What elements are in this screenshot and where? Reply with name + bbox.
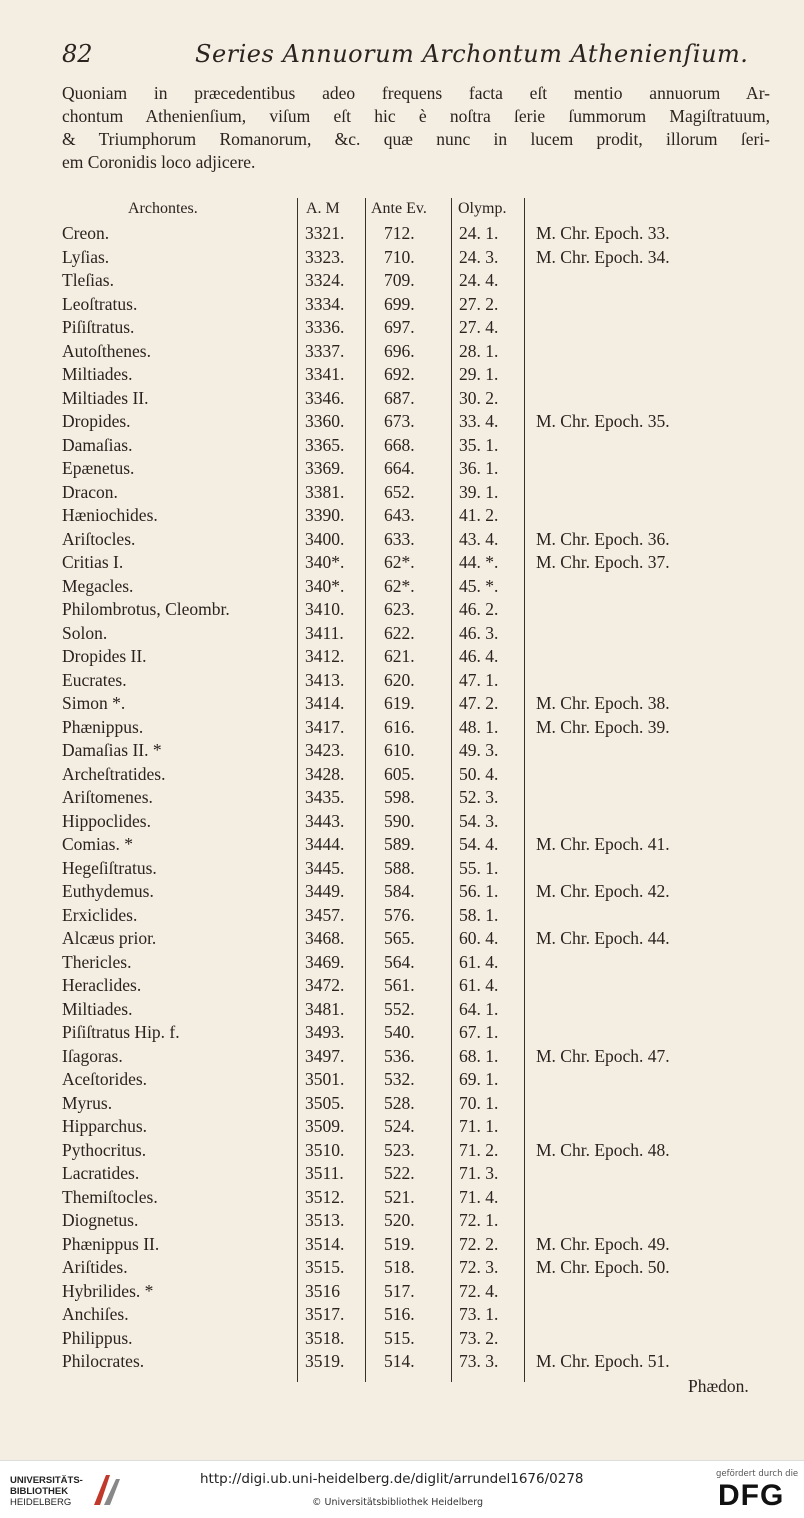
table-row (0, 246, 804, 270)
ante-ev: 523. (384, 1139, 415, 1160)
epoch-note: M. Chr. Epoch. 41. (536, 834, 670, 854)
ante-ev: 589. (384, 834, 415, 854)
table-row (0, 340, 804, 364)
table-row (0, 974, 804, 998)
ante-ev: 561. (384, 975, 415, 995)
olympiad: 54. 4. (459, 834, 499, 854)
archon-name: Phænippus. (62, 716, 144, 737)
olympiad: 36. 1. (459, 458, 499, 478)
anno-mundi: 3413. (305, 669, 345, 690)
table-row (0, 528, 804, 552)
ante-ev: 610. (384, 740, 415, 760)
table-row (0, 645, 804, 669)
running-title: Series Annuorum Archontum Athenienſium. (195, 40, 749, 68)
anno-mundi: 3509. (305, 1116, 345, 1136)
olympiad: 33. 4. (459, 411, 499, 431)
archon-name: Ariſtocles. (62, 528, 136, 549)
intro-line: Quoniam in præcedentibus adeo frequens facta eſt mentio annuorum Ar- (62, 83, 770, 103)
archon-name: Hæniochides. (62, 505, 158, 525)
table-row (0, 1092, 804, 1116)
table-row (0, 1115, 804, 1139)
olympiad: 68. 1. (459, 1045, 499, 1066)
anno-mundi: 3360. (305, 411, 345, 431)
archon-name: Ariſtides. (62, 1257, 128, 1277)
epoch-note: M. Chr. Epoch. 35. (536, 411, 670, 431)
archon-name: Solon. (62, 622, 108, 643)
archon-name: Dracon. (62, 481, 118, 502)
table-row (0, 1327, 804, 1351)
ante-ev: 673. (384, 411, 415, 431)
table-row (0, 481, 804, 505)
archon-name: Dropides II. (62, 646, 147, 666)
olympiad: 55. 1. (459, 857, 499, 878)
epoch-note: M. Chr. Epoch. 39. (536, 716, 670, 737)
archon-name: Hybrilides. * (62, 1280, 154, 1301)
archon-name: Lacratides. (62, 1163, 140, 1183)
olympiad: 71. 3. (459, 1163, 499, 1183)
column-header-olymp: Olymp. (458, 200, 507, 217)
anno-mundi: 3481. (305, 998, 345, 1019)
page-number: 82 (62, 40, 93, 68)
anno-mundi: 3514. (305, 1233, 345, 1254)
anno-mundi: 3443. (305, 810, 345, 831)
table-row (0, 1021, 804, 1045)
library-emblem-icon (90, 1471, 124, 1509)
anno-mundi: 3444. (305, 834, 345, 854)
anno-mundi: 3324. (305, 270, 345, 290)
column-header-ante-ev: Ante Ev. (371, 200, 427, 217)
olympiad: 27. 2. (459, 293, 499, 314)
table-row (0, 457, 804, 481)
ante-ev: 517. (384, 1280, 415, 1301)
anno-mundi: 3445. (305, 857, 345, 878)
ante-ev: 696. (384, 340, 415, 361)
table-row (0, 880, 804, 904)
ante-ev: 514. (384, 1351, 415, 1371)
archon-name: Anchiſes. (62, 1304, 129, 1324)
ante-ev: 623. (384, 599, 415, 619)
table-row (0, 833, 804, 857)
ante-ev: 565. (384, 928, 415, 948)
ante-ev: 712. (384, 223, 415, 243)
table-row (0, 927, 804, 951)
epoch-note: M. Chr. Epoch. 34. (536, 246, 670, 267)
olympiad: 47. 2. (459, 693, 499, 713)
ante-ev: 524. (384, 1116, 415, 1136)
archon-name: Piſiſtratus Hip. f. (62, 1022, 180, 1042)
library-name-line: HEIDELBERG (10, 1497, 72, 1508)
footer-bar (0, 1460, 804, 1518)
ante-ev: 520. (384, 1210, 415, 1230)
table-row (0, 363, 804, 387)
archon-name: Philombrotus, Cleombr. (62, 599, 230, 619)
table-row (0, 716, 804, 740)
archon-name: Philocrates. (62, 1351, 145, 1371)
table-row (0, 1350, 804, 1374)
ante-ev: 564. (384, 951, 415, 972)
archon-name: Heraclides. (62, 975, 142, 995)
anno-mundi: 3516 (305, 1280, 340, 1301)
archon-name: Philippus. (62, 1327, 133, 1348)
anno-mundi: 3457. (305, 904, 345, 925)
olympiad: 30. 2. (459, 387, 499, 408)
ante-ev: 521. (384, 1186, 415, 1207)
archon-name: Archeſtratides. (62, 763, 166, 784)
archon-name: Iſagoras. (62, 1045, 123, 1066)
anno-mundi: 3511. (305, 1163, 344, 1183)
olympiad: 72. 2. (459, 1233, 499, 1254)
archon-name: Phænippus II. (62, 1233, 160, 1254)
ante-ev: 643. (384, 505, 415, 525)
ante-ev: 664. (384, 458, 415, 478)
ante-ev: 516. (384, 1304, 415, 1324)
olympiad: 72. 1. (459, 1210, 499, 1230)
anno-mundi: 3334. (305, 293, 345, 314)
archon-name: Diognetus. (62, 1210, 139, 1230)
ante-ev: 616. (384, 716, 415, 737)
archon-name: Alcæus prior. (62, 928, 157, 948)
ante-ev: 522. (384, 1163, 415, 1183)
ante-ev: 528. (384, 1092, 415, 1113)
table-row (0, 316, 804, 340)
intro-paragraph (62, 82, 770, 174)
ante-ev: 532. (384, 1069, 415, 1089)
table-row (0, 786, 804, 810)
archon-name: Miltiades. (62, 364, 133, 384)
archon-name: Megacles. (62, 575, 134, 596)
anno-mundi: 3497. (305, 1045, 345, 1066)
archon-name: Leoſtratus. (62, 293, 138, 314)
archon-name: Hegeſiſtratus. (62, 857, 157, 878)
archon-name: Thericles. (62, 951, 132, 972)
table-row (0, 269, 804, 293)
ante-ev: 519. (384, 1233, 415, 1254)
ante-ev: 518. (384, 1257, 415, 1277)
olympiad: 48. 1. (459, 716, 499, 737)
archon-table (0, 222, 804, 1374)
anno-mundi: 3468. (305, 928, 345, 948)
olympiad: 35. 1. (459, 434, 499, 455)
table-row (0, 598, 804, 622)
table-row (0, 1303, 804, 1327)
archon-name: Damaſias. (62, 434, 133, 455)
olympiad: 73. 1. (459, 1304, 499, 1324)
olympiad: 54. 3. (459, 810, 499, 831)
anno-mundi: 3515. (305, 1257, 345, 1277)
library-name-line: UNIVERSITÄTS- (10, 1475, 83, 1486)
ante-ev: 687. (384, 387, 415, 408)
table-row (0, 504, 804, 528)
ante-ev: 710. (384, 246, 415, 267)
archon-name: Comias. * (62, 834, 133, 854)
anno-mundi: 3417. (305, 716, 345, 737)
anno-mundi: 3341. (305, 364, 345, 384)
anno-mundi: 3390. (305, 505, 345, 525)
anno-mundi: 3435. (305, 787, 345, 807)
anno-mundi: 3469. (305, 951, 345, 972)
table-row (0, 551, 804, 575)
ante-ev: 536. (384, 1045, 415, 1066)
archon-name: Creon. (62, 223, 110, 243)
ante-ev: 709. (384, 270, 415, 290)
table-row (0, 998, 804, 1022)
library-logo (10, 1469, 150, 1511)
archon-name: Pythocritus. (62, 1139, 147, 1160)
ante-ev: 552. (384, 998, 415, 1019)
olympiad: 39. 1. (459, 481, 499, 502)
epoch-note: M. Chr. Epoch. 42. (536, 881, 670, 901)
table-row (0, 434, 804, 458)
ante-ev: 62*. (384, 575, 415, 596)
archon-name: Aceſtorides. (62, 1069, 148, 1089)
anno-mundi: 3512. (305, 1186, 345, 1207)
olympiad: 45. *. (459, 575, 499, 596)
ante-ev: 590. (384, 810, 415, 831)
anno-mundi: 3449. (305, 881, 345, 901)
ante-ev: 515. (384, 1327, 415, 1348)
anno-mundi: 3505. (305, 1092, 345, 1113)
ante-ev: 576. (384, 904, 415, 925)
table-row (0, 1068, 804, 1092)
table-row (0, 410, 804, 434)
olympiad: 41. 2. (459, 505, 499, 525)
epoch-note: M. Chr. Epoch. 51. (536, 1351, 670, 1371)
epoch-note: M. Chr. Epoch. 38. (536, 693, 670, 713)
archon-name: Dropides. (62, 411, 131, 431)
intro-line: chontum Athenienſium, viſum eſt hic è noſtra ſerie ſummorum Magiſtratuum, (62, 106, 770, 126)
olympiad: 61. 4. (459, 951, 499, 972)
table-row (0, 1209, 804, 1233)
anno-mundi: 3519. (305, 1351, 345, 1371)
ante-ev: 605. (384, 763, 415, 784)
intro-line: & Triumphorum Romanorum, &c. quæ nunc in lucem prodit, illorum ſeri- (62, 129, 770, 149)
ante-ev: 619. (384, 693, 415, 713)
archon-name: Simon *. (62, 693, 126, 713)
ante-ev: 621. (384, 646, 415, 666)
olympiad: 73. 2. (459, 1327, 499, 1348)
olympiad: 28. 1. (459, 340, 499, 361)
epoch-note: M. Chr. Epoch. 37. (536, 552, 670, 572)
olympiad: 58. 1. (459, 904, 499, 925)
table-row (0, 857, 804, 881)
column-header-archontes: Archontes. (128, 200, 198, 217)
anno-mundi: 3423. (305, 740, 345, 760)
olympiad: 52. 3. (459, 787, 499, 807)
anno-mundi: 3428. (305, 763, 345, 784)
archon-name: Themiſtocles. (62, 1186, 158, 1207)
table-row (0, 1280, 804, 1304)
anno-mundi: 3493. (305, 1022, 345, 1042)
archon-name: Epænetus. (62, 458, 135, 478)
epoch-note: M. Chr. Epoch. 44. (536, 928, 670, 948)
anno-mundi: 3400. (305, 528, 345, 549)
olympiad: 27. 4. (459, 317, 499, 337)
intro-line: em Coronidis loco adjicere. (62, 152, 256, 172)
table-row (0, 1256, 804, 1280)
table-row (0, 1186, 804, 1210)
olympiad: 69. 1. (459, 1069, 499, 1089)
anno-mundi: 3323. (305, 246, 345, 267)
olympiad: 24. 3. (459, 246, 499, 267)
archon-name: Critias I. (62, 552, 124, 572)
anno-mundi: 3337. (305, 340, 345, 361)
olympiad: 46. 3. (459, 622, 499, 643)
archon-name: Euthydemus. (62, 881, 154, 901)
olympiad: 71. 2. (459, 1139, 499, 1160)
olympiad: 29. 1. (459, 364, 499, 384)
ante-ev: 633. (384, 528, 415, 549)
epoch-note: M. Chr. Epoch. 47. (536, 1045, 670, 1066)
archon-name: Hippoclides. (62, 810, 151, 831)
olympiad: 56. 1. (459, 881, 499, 901)
anno-mundi: 3518. (305, 1327, 345, 1348)
olympiad: 44. *. (459, 552, 499, 572)
table-row (0, 575, 804, 599)
table-row (0, 951, 804, 975)
epoch-note: M. Chr. Epoch. 49. (536, 1233, 670, 1254)
anno-mundi: 3510. (305, 1139, 345, 1160)
anno-mundi: 340*. (305, 552, 345, 572)
epoch-note: M. Chr. Epoch. 48. (536, 1139, 670, 1160)
olympiad: 49. 3. (459, 740, 499, 760)
ante-ev: 699. (384, 293, 415, 314)
archon-name: Piſiſtratus. (62, 317, 135, 337)
ante-ev: 692. (384, 364, 415, 384)
olympiad: 43. 4. (459, 528, 499, 549)
anno-mundi: 3321. (305, 223, 345, 243)
anno-mundi: 3381. (305, 481, 345, 502)
ante-ev: 622. (384, 622, 415, 643)
anno-mundi: 3365. (305, 434, 345, 455)
anno-mundi: 3513. (305, 1210, 345, 1230)
ante-ev: 620. (384, 669, 415, 690)
table-row (0, 222, 804, 246)
olympiad: 60. 4. (459, 928, 499, 948)
olympiad: 50. 4. (459, 763, 499, 784)
table-row (0, 669, 804, 693)
table-row (0, 904, 804, 928)
epoch-note: M. Chr. Epoch. 50. (536, 1257, 670, 1277)
olympiad: 64. 1. (459, 998, 499, 1019)
library-name-line: BIBLIOTHEK (10, 1486, 69, 1497)
table-row (0, 763, 804, 787)
archon-name: Erxiclides. (62, 904, 138, 925)
archon-name: Lyſias. (62, 246, 110, 267)
anno-mundi: 3369. (305, 458, 345, 478)
catchword: Phædon. (688, 1376, 749, 1396)
copyright-notice: © Universitätsbibliothek Heidelberg (312, 1497, 484, 1508)
archon-name: Damaſias II. * (62, 740, 162, 760)
archon-name: Tleſias. (62, 270, 114, 290)
ante-ev: 652. (384, 481, 415, 502)
anno-mundi: 340*. (305, 575, 345, 596)
archon-name: Myrus. (62, 1092, 113, 1113)
olympiad: 61. 4. (459, 975, 499, 995)
anno-mundi: 3517. (305, 1304, 345, 1324)
ante-ev: 62*. (384, 552, 415, 572)
epoch-note: M. Chr. Epoch. 36. (536, 528, 670, 549)
archon-name: Eucrates. (62, 669, 127, 690)
anno-mundi: 3414. (305, 693, 345, 713)
table-row (0, 1162, 804, 1186)
olympiad: 70. 1. (459, 1092, 499, 1113)
archon-name: Miltiades II. (62, 387, 149, 408)
anno-mundi: 3501. (305, 1069, 345, 1089)
anno-mundi: 3346. (305, 387, 345, 408)
table-row (0, 1233, 804, 1257)
ante-ev: 584. (384, 881, 415, 901)
anno-mundi: 3412. (305, 646, 345, 666)
archon-name: Miltiades. (62, 998, 133, 1019)
table-row (0, 1139, 804, 1163)
ante-ev: 588. (384, 857, 415, 878)
olympiad: 24. 1. (459, 223, 499, 243)
olympiad: 72. 4. (459, 1280, 499, 1301)
olympiad: 47. 1. (459, 669, 499, 690)
olympiad: 24. 4. (459, 270, 499, 290)
table-row (0, 692, 804, 716)
olympiad: 67. 1. (459, 1022, 499, 1042)
olympiad: 71. 4. (459, 1186, 499, 1207)
olympiad: 72. 3. (459, 1257, 499, 1277)
ante-ev: 540. (384, 1022, 415, 1042)
ante-ev: 697. (384, 317, 415, 337)
olympiad: 46. 2. (459, 599, 499, 619)
dfg-logo: DFG (718, 1479, 785, 1512)
table-row (0, 1045, 804, 1069)
epoch-note: M. Chr. Epoch. 33. (536, 223, 670, 243)
anno-mundi: 3410. (305, 599, 345, 619)
archon-name: Autoſthenes. (62, 340, 151, 361)
anno-mundi: 3336. (305, 317, 345, 337)
table-row (0, 810, 804, 834)
ante-ev: 598. (384, 787, 415, 807)
archon-name: Ariſtomenes. (62, 787, 153, 807)
permalink[interactable]: http://digi.ub.uni-heidelberg.de/diglit/arrundel1676/0278 (200, 1471, 584, 1487)
funded-by-label: gefördert durch die (716, 1469, 799, 1479)
olympiad: 71. 1. (459, 1116, 499, 1136)
table-row (0, 387, 804, 411)
table-row (0, 622, 804, 646)
olympiad: 46. 4. (459, 646, 499, 666)
column-header-am: A. M (306, 200, 340, 217)
ante-ev: 668. (384, 434, 415, 455)
olympiad: 73. 3. (459, 1351, 499, 1371)
table-row (0, 739, 804, 763)
table-row (0, 293, 804, 317)
anno-mundi: 3411. (305, 622, 344, 643)
archon-name: Hipparchus. (62, 1116, 148, 1136)
anno-mundi: 3472. (305, 975, 345, 995)
